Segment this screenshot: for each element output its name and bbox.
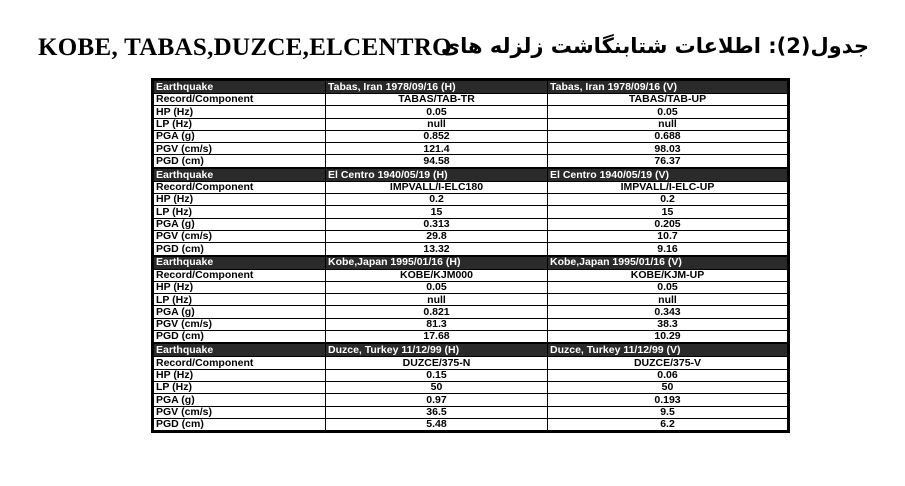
lp-horizontal: null (326, 118, 548, 130)
hp-horizontal: 0.05 (326, 106, 548, 118)
hp-horizontal: 0.05 (326, 281, 548, 293)
earthquake-name-horizontal: El Centro 1940/05/19 (H) (326, 168, 548, 182)
table-row-hp (154, 106, 788, 118)
pgv-label: PGV (cm/s) (154, 406, 326, 418)
earthquake-name-horizontal: Duzce, Turkey 11/12/99 (H) (326, 343, 548, 357)
record-vertical: DUZCE/375-V (548, 357, 788, 369)
lp-vertical: null (548, 118, 788, 130)
pgv-vertical: 9.5 (548, 406, 788, 418)
hp-label: HP (Hz) (154, 194, 326, 206)
table-row-earthquake-kobe (154, 256, 788, 270)
pgv-horizontal: 81.3 (326, 318, 548, 330)
pga-horizontal: 0.821 (326, 306, 548, 318)
lp-label: LP (Hz) (154, 206, 326, 218)
table-row-pgv (154, 230, 788, 242)
table-row-pgv (154, 143, 788, 155)
pgd-label: PGD (cm) (154, 243, 326, 256)
earthquake-label: Earthquake (154, 81, 326, 94)
record-vertical: IMPVALL/I-ELC-UP (548, 181, 788, 193)
pgd-vertical: 10.29 (548, 331, 788, 344)
lp-label: LP (Hz) (154, 294, 326, 306)
record-horizontal: KOBE/KJM000 (326, 269, 548, 281)
lp-vertical: 15 (548, 206, 788, 218)
table-row-lp (154, 294, 788, 306)
lp-label: LP (Hz) (154, 118, 326, 130)
lp-label: LP (Hz) (154, 381, 326, 393)
table-caption (0, 30, 905, 70)
pgv-vertical: 38.3 (548, 318, 788, 330)
table-row-pgv (154, 318, 788, 330)
table-row-record (154, 269, 788, 281)
pga-horizontal: 0.852 (326, 130, 548, 142)
earthquake-label: Earthquake (154, 256, 326, 270)
earthquake-label: Earthquake (154, 343, 326, 357)
pgv-vertical: 98.03 (548, 143, 788, 155)
pgd-label: PGD (cm) (154, 331, 326, 344)
table-row-pgd (154, 331, 788, 344)
hp-vertical: 0.05 (548, 106, 788, 118)
table-row-lp (154, 206, 788, 218)
table-row-pgd (154, 418, 788, 430)
pgd-horizontal: 94.58 (326, 155, 548, 168)
pgv-horizontal: 36.5 (326, 406, 548, 418)
hp-horizontal: 0.2 (326, 194, 548, 206)
pga-vertical: 0.193 (548, 394, 788, 406)
table-row-record (154, 357, 788, 369)
pgv-vertical: 10.7 (548, 230, 788, 242)
table-row-hp (154, 369, 788, 381)
pgv-label: PGV (cm/s) (154, 230, 326, 242)
lp-horizontal: 15 (326, 206, 548, 218)
table-row-hp (154, 281, 788, 293)
table-row-pga (154, 130, 788, 142)
earthquake-name-vertical: Duzce, Turkey 11/12/99 (V) (548, 343, 788, 357)
table-row-earthquake-duzce (154, 343, 788, 357)
pgv-horizontal: 29.8 (326, 230, 548, 242)
earthquake-name-vertical: Tabas, Iran 1978/09/16 (V) (548, 81, 788, 94)
pgd-horizontal: 17.68 (326, 331, 548, 344)
record-horizontal: DUZCE/375-N (326, 357, 548, 369)
record-horizontal: IMPVALL/I-ELC180 (326, 181, 548, 193)
pgd-vertical: 9.16 (548, 243, 788, 256)
record-vertical: KOBE/KJM-UP (548, 269, 788, 281)
earthquake-name-vertical: El Centro 1940/05/19 (V) (548, 168, 788, 182)
lp-horizontal: 50 (326, 381, 548, 393)
table-row-pga (154, 218, 788, 230)
lp-vertical: 50 (548, 381, 788, 393)
table-row-earthquake-tabas (154, 81, 788, 94)
table-row-record (154, 94, 788, 106)
earthquake-name-horizontal: Kobe,Japan 1995/01/16 (H) (326, 256, 548, 270)
pgd-horizontal: 13.32 (326, 243, 548, 256)
record-label: Record/Component (154, 269, 326, 281)
pgv-horizontal: 121.4 (326, 143, 548, 155)
table-row-record (154, 181, 788, 193)
pgd-vertical: 76.37 (548, 155, 788, 168)
pgv-label: PGV (cm/s) (154, 143, 326, 155)
table-row-earthquake-elcentro (154, 168, 788, 182)
pgd-label: PGD (cm) (154, 418, 326, 430)
pga-label: PGA (g) (154, 394, 326, 406)
pga-label: PGA (g) (154, 306, 326, 318)
pgv-label: PGV (cm/s) (154, 318, 326, 330)
table-row-lp (154, 381, 788, 393)
caption-persian-text: جدول(2): اطلاعات شتابنگاشت زلزله های (440, 34, 869, 58)
earthquake-records-table (153, 80, 788, 431)
pga-vertical: 0.205 (548, 218, 788, 230)
earthquake-name-vertical: Kobe,Japan 1995/01/16 (V) (548, 256, 788, 270)
table-row-pga (154, 306, 788, 318)
record-horizontal: TABAS/TAB-TR (326, 94, 548, 106)
table-row-lp (154, 118, 788, 130)
earthquake-name-horizontal: Tabas, Iran 1978/09/16 (H) (326, 81, 548, 94)
hp-vertical: 0.2 (548, 194, 788, 206)
table-row-hp (154, 194, 788, 206)
caption-latin-text: KOBE, TABAS,DUZCE,ELCENTRO (38, 34, 452, 61)
lp-vertical: null (548, 294, 788, 306)
table-row-pgd (154, 155, 788, 168)
hp-label: HP (Hz) (154, 281, 326, 293)
pgd-vertical: 6.2 (548, 418, 788, 430)
hp-horizontal: 0.15 (326, 369, 548, 381)
earthquake-label: Earthquake (154, 168, 326, 182)
pga-horizontal: 0.97 (326, 394, 548, 406)
hp-vertical: 0.05 (548, 281, 788, 293)
table-row-pga (154, 394, 788, 406)
table-row-pgv (154, 406, 788, 418)
pga-label: PGA (g) (154, 218, 326, 230)
pgd-horizontal: 5.48 (326, 418, 548, 430)
record-label: Record/Component (154, 357, 326, 369)
record-label: Record/Component (154, 181, 326, 193)
record-label: Record/Component (154, 94, 326, 106)
pga-vertical: 0.343 (548, 306, 788, 318)
hp-vertical: 0.06 (548, 369, 788, 381)
hp-label: HP (Hz) (154, 106, 326, 118)
pga-horizontal: 0.313 (326, 218, 548, 230)
pga-label: PGA (g) (154, 130, 326, 142)
lp-horizontal: null (326, 294, 548, 306)
record-vertical: TABAS/TAB-UP (548, 94, 788, 106)
table-row-pgd (154, 243, 788, 256)
hp-label: HP (Hz) (154, 369, 326, 381)
pgd-label: PGD (cm) (154, 155, 326, 168)
pga-vertical: 0.688 (548, 130, 788, 142)
